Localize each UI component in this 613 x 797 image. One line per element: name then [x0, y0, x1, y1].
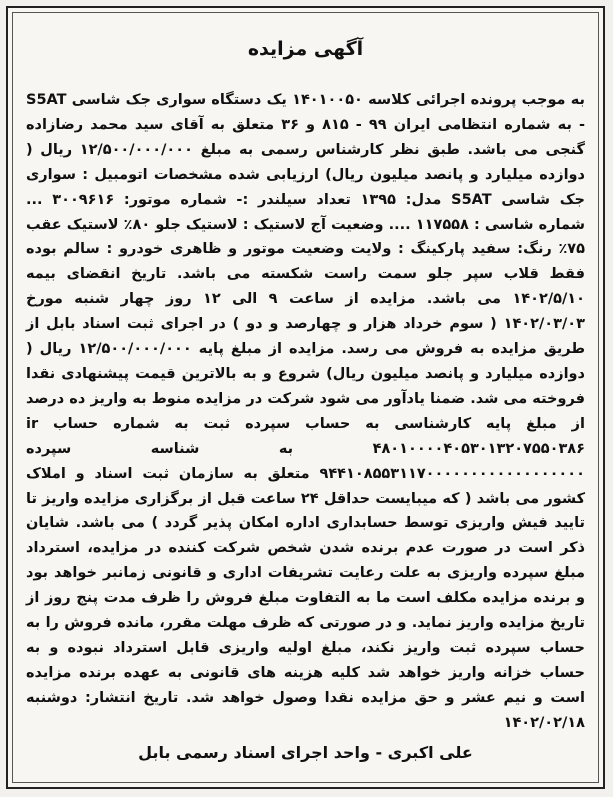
notice-signature: علی اکبری - واحد اجرای اسناد رسمی بابل	[138, 743, 473, 762]
notice-body: به موجب پرونده اجرائی کلاسه ۱۴۰۱۰۰۵۰ یک دستگاه سواری جک شاسی S5AT - به شماره انتظامی ایران ۹۹ - ۸۱۵ و ۳۶ متعلق به آقای سید محمد رضازاده گنجی می باشد. طبق نظر کارشناس رسمی به مبلغ ۱۲/۵۰۰/۰۰۰/۰۰۰ ریال ( دوازده میلیارد و پانصد میلیون ریال) ارزیابی شده مشخصات اتومبیل : سواری جک شاسی S5AT مدل: ۱۳۹۵ تعداد سیلندر :- شماره موتور: ۳۰۰۹۶۱۶ ... شماره شاسی : ۱۱۷۵۵۸ .... وضعیت آج لاستیک : لاستیک جلو ۸۰٪ لاستیک عقب ۷۵٪ رنگ: سفید پارکینگ : ولایت وضعیت موتور و ظاهری خودرو : سالم بوده فقط قلاب سپر جلو سمت راست شکسته می باشد. تاریخ انقضای بیمه ۱۴۰۲/۵/۱۰ می باشد. مزایده از ساعت ۹ الی ۱۲ روز چهار شنبه مورخ ۱۴۰۲/۰۳/۰۳ ( سوم خرداد هزار و چهارصد و دو ) در اجرای ثبت اسناد بابل از طریق مزایده به فروش می رسد. مزایده از مبلغ پایه ۱۲/۵۰۰/۰۰۰/۰۰۰ ریال ( دوازده میلیارد و پانصد میلیون ریال) شروع و به بالاترین قیمت پیشنهادی نقدا فروخته می شد. ضمنا یادآور می شود شرکت در مزایده منوط به واریز ده درصد از مبلغ پایه کارشناسی به حساب سپرده ثبت به شماره حساب ir ۴۸۰۱۰۰۰۰۴۰۵۳۰۱۳۲۰۷۵۵۰۳۸۶ به شناسه سپرده ۹۴۴۱۰۸۵۵۳۱۱۷۰۰۰۰۰۰۰۰۰۰۰۰۰۰۰۰۰۰ متعلق به سازمان ثبت اسناد و املاک کشور می باشد ( که میبایست حداقل ۲۴ ساعت قبل از برگزاری مزایده واریز تا تایید فیش واریزی توسط حسابداری اداره امکان پذیر گردد ) می باشد. شایان ذکر است در صورت عدم برنده شدن شخص شرکت کننده در مزایده، استرداد مبلغ سپرده واریزی به علت رعایت تشریفات اداری و قانونی زمانبر خواهد بود و برنده مزایده مکلف است ما به التفاوت مبلغ فروش را ظرف مدت پنج روز از تاریخ مزایده واریز نماید. و در صورتی که ظرف مهلت مقرر، مانده فروش را به حساب سپرده ثبت واریز نکند، مبلغ اولیه واریزی قابل استرداد نبوده و به حساب خزانه واریز خواهد شد کلیه هزینه های قانونی به عهده برنده مزایده است و نیم عشر و حق مزایده نقدا وصول خواهد شد. تاریخ انتشار: دوشنبه ۱۴۰۲/۰۲/۱۸	[26, 92, 586, 731]
notice-title: آگهی مزایده	[247, 38, 364, 60]
notice-frame	[6, 6, 605, 789]
